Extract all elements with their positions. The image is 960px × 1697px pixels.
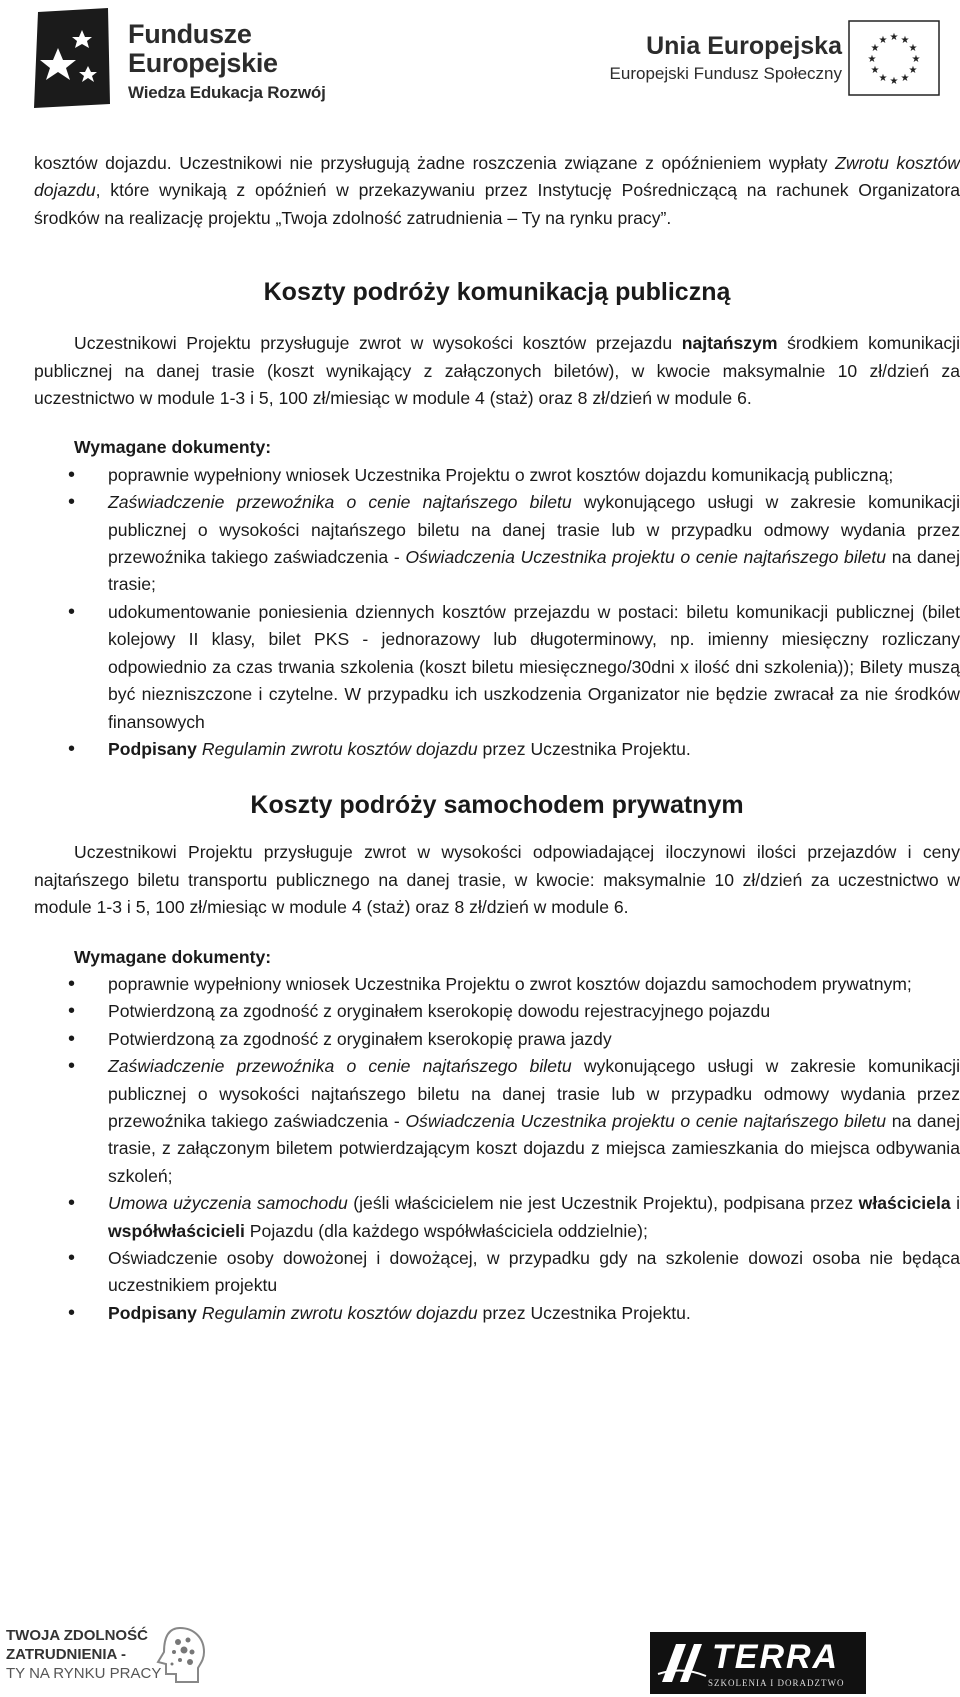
- section-title-private-car: Koszty podróży samochodem prywatnym: [250, 791, 744, 820]
- list-item: • Zaświadczenie przewoźnika o cenie najtańszego biletu wykonującego usługi w zakresie komunikacji publicznej o wysokości najtańszego biletu na danej trasie lub w przypadku odmowy wydania przez przewoźnika takiego zaświadczenia - Oświadczenia Uczestnika projektu o cenie najtańszego biletu na danej trasie;: [34, 489, 960, 599]
- list-item: • udokumentowanie poniesienia dziennych kosztów przejazdu w postaci: biletu komunikacji publicznej (bilet kolejowy II klasy, bilet PKS - jednorazowy lub długoterminowy, np. imienny miesięczny rozliczany odpowiednio za czas trwania szkolenia (koszt biletu miesięcznego/30dni x ilość dni szkolenia)); Bilety muszą być niezniszczone i czytelne. W przypadku ich uszkodzenia Organizator nie będzie zwracał za nie środków finansowych: [34, 599, 960, 736]
- terra-mark-icon: [656, 1638, 708, 1688]
- section2-paragraph: Uczestnikowi Projektu przysługuje zwrot w wysokości odpowiadającej iloczynowi ilości przejazdów i ceny najtańszego biletu transportu publicznego na danej trasie, w kwocie: maksymalnie 10 zł/dzień za uczestnictwo w module 1-3 i 5, 100 zł/miesiąc w module 4 (staż) oraz 8 zł/dzień w module 6.: [34, 842, 960, 918]
- svg-text:★: ★: [911, 54, 921, 65]
- list-item: • Umowa użyczenia samochodu (jeśli właścicielem nie jest Uczestnik Projektu), podpisana przez właściciela i współwłaścicieli Pojazdu (dla każdego współwłaściciela oddzielnie);: [34, 1190, 960, 1245]
- list-item: • Oświadczenie osoby dowożonej i dowożącej, w przypadku gdy na szkolenie dowozi osoba nie będąca uczestnikiem projektu: [34, 1245, 960, 1300]
- fe-star-mark-icon: [30, 8, 112, 108]
- svg-text:★: ★: [878, 73, 888, 84]
- document-body: [34, 150, 960, 1327]
- svg-text:★: ★: [900, 35, 910, 46]
- svg-text:★: ★: [867, 54, 877, 65]
- dotted-head-icon: [150, 1624, 208, 1686]
- terra-wordmark: TERRA: [712, 1638, 840, 1676]
- svg-text:★: ★: [900, 73, 910, 84]
- terra-subtitle: SZKOLENIA I DORADZTWO: [708, 1678, 845, 1688]
- svg-text:★: ★: [889, 76, 899, 87]
- fe-line1: Fundusze: [128, 19, 252, 49]
- ue-line1: Unia Europejska: [646, 32, 842, 60]
- twoja-zdolnosc-logo: [6, 1624, 206, 1692]
- section2-docs-label: Wymagane dokumenty:: [74, 946, 272, 967]
- section1-docs-list: [34, 462, 960, 763]
- terra-logo: [650, 1632, 866, 1694]
- list-item: • Podpisany Regulamin zwrotu kosztów dojazdu przez Uczestnika Projektu.: [34, 736, 960, 763]
- section1-paragraph: Uczestnikowi Projektu przysługuje zwrot w wysokości kosztów przejazdu najtańszym środkiem komunikacji publicznej na danej trasie (koszt wynikający z załączonych biletów), w kwocie maksymalnie 10 zł/dzień za uczestnictwo w module 1-3 i 5, 100 zł/miesiąc w module 4 (staż) oraz 8 zł/dzień w module 6.: [34, 333, 960, 409]
- svg-text:★: ★: [908, 43, 918, 54]
- list-item: • poprawnie wypełniony wniosek Uczestnika Projektu o zwrot kosztów dojazdu komunikacją publiczną;: [34, 462, 960, 489]
- svg-text:★: ★: [908, 65, 918, 76]
- tz-line2: ZATRUDNIENIA -: [6, 1646, 126, 1663]
- ue-line2: Europejski Fundusz Społeczny: [609, 64, 842, 83]
- svg-text:★: ★: [870, 43, 880, 54]
- section1-docs-label: Wymagane dokumenty:: [74, 437, 272, 458]
- svg-text:★: ★: [878, 35, 888, 46]
- section2-docs-list: [34, 971, 960, 1327]
- svg-text:★: ★: [889, 32, 899, 43]
- list-item: • Potwierdzoną za zgodność z oryginałem kserokopię prawa jazdy: [34, 1026, 960, 1053]
- svg-text:★: ★: [870, 65, 880, 76]
- fe-line3: Wiedza Edukacja Rozwój: [128, 83, 326, 102]
- tz-line1: TWOJA ZDOLNOŚĆ: [6, 1627, 148, 1644]
- page-header: [0, 0, 960, 120]
- tz-line3: TY NA RYNKU PRACY: [6, 1665, 162, 1682]
- fe-line2: Europejskie: [128, 48, 278, 78]
- section-title-public-transport: Koszty podróży komunikacją publiczną: [263, 278, 731, 307]
- list-item: • Potwierdzoną za zgodność z oryginałem kserokopię dowodu rejestracyjnego pojazdu: [34, 998, 960, 1025]
- list-item: • Zaświadczenie przewoźnika o cenie najtańszego biletu wykonującego usługi w zakresie komunikacji publicznej o wysokości najtańszego biletu na danej trasie lub w przypadku odmowy wydania przez przewoźnika takiego zaświadczenia - Oświadczenia Uczestnika projektu o cenie najtańszego biletu na danej trasie, z załączonym biletem potwierdzającym koszt dojazdu z miejsca zamieszkania do miejsca odbywania szkoleń;: [34, 1053, 960, 1190]
- list-item: • poprawnie wypełniony wniosek Uczestnika Projektu o zwrot kosztów dojazdu samochodem prywatnym;: [34, 971, 960, 998]
- intro-paragraph: kosztów dojazdu. Uczestnikowi nie przysługują żadne roszczenia związane z opóźnieniem wypłaty Zwrotu kosztów dojazdu, które wynikają z opóźnień w przekazywaniu przez Instytucję Pośredniczącą na rachunek Organizatora środków na realizację projektu „Twoja zdolność zatrudnienia – Ty na rynku pracy”.: [34, 153, 960, 228]
- unia-europejska-logo: [580, 20, 940, 104]
- list-item: • Podpisany Regulamin zwrotu kosztów dojazdu przez Uczestnika Projektu.: [34, 1300, 960, 1327]
- eu-flag-icon: [848, 20, 940, 96]
- fundusze-europejskie-logo: [30, 8, 330, 108]
